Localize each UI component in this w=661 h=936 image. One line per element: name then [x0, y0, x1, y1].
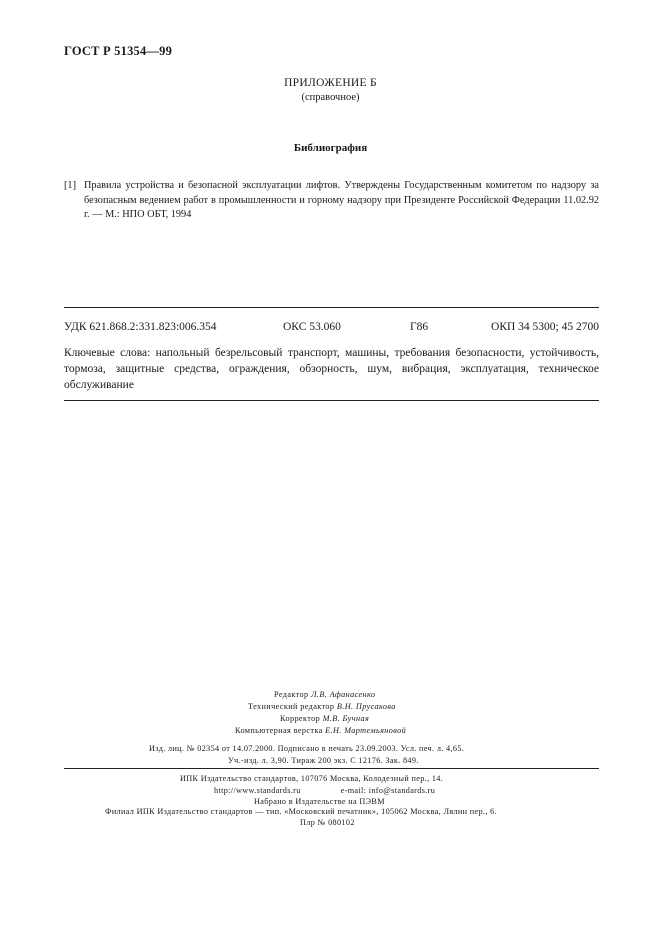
- footer-branch: Филиал ИПК Издательство стандартов — тип. «Московский печатник», 105062 Москва, Лялин пер., 6.: [105, 807, 497, 816]
- footer-website: http://www.standards.ru: [214, 786, 301, 795]
- credit-layout-label: Компьютерная верстка: [235, 726, 323, 735]
- okp-code: ОКП 34 5300; 45 2700: [491, 321, 599, 333]
- udk-code: УДК 621.868.2:331.823:006.354: [64, 321, 217, 333]
- bibliography-item-number: [1]: [64, 180, 77, 191]
- credit-editor: [274, 690, 375, 699]
- credit-corrector: [280, 714, 369, 723]
- credit-layout: [235, 726, 406, 735]
- credit-editor-name: Л.В. Афанасенко: [310, 690, 376, 699]
- credit-tech-editor-label: Технический редактор: [248, 702, 335, 711]
- divider-bottom: [64, 400, 599, 401]
- classification-row: [64, 321, 599, 337]
- publication-line-1: Изд. лиц. № 02354 от 14.07.2000. Подписано в печать 23.09.2003. Усл. печ. л. 4,65.: [149, 744, 465, 753]
- oks-code: ОКС 53.060: [283, 321, 341, 333]
- divider-top: [64, 307, 599, 308]
- footer-publisher: ИПК Издательство стандартов, 107076 Москва, Колодезный пер., 14.: [180, 774, 444, 783]
- publication-line-2: Уч.-изд. л. 3,90. Тираж 200 экз. С 12176. Зак. 849.: [228, 756, 419, 765]
- credit-corrector-label: Корректор: [280, 714, 321, 723]
- credit-editor-label: Редактор: [274, 690, 309, 699]
- group-code: Г86: [410, 321, 429, 333]
- footer-contacts: [214, 786, 435, 795]
- divider-footer: [64, 768, 599, 769]
- footer-typeset: Набрано в Издательстве на ПЭВМ: [254, 797, 385, 806]
- credit-tech-editor: [248, 702, 396, 711]
- appendix-title: ПРИЛОЖЕНИЕ Б: [284, 77, 377, 89]
- footer-email: e-mail: info@standards.ru: [340, 786, 436, 795]
- bibliography-title: Библиография: [293, 142, 368, 154]
- document-code: ГОСТ Р 51354—99: [64, 44, 173, 58]
- bibliography-item: [64, 179, 599, 223]
- credit-corrector-name: М.В. Бучная: [322, 714, 370, 723]
- keywords: Ключевые слова: напольный безрельсовый транспорт, машины, требования безопасности, устойчивость, тормоза, защитные средства, ограждения, обзорность, шум, вибрация, эксплуатация, техническое обслуживание: [64, 347, 599, 391]
- bibliography-item-text: Правила устройства и безопасной эксплуатации лифтов. Утверждены Государственным комитетом по надзору за безопасным ведением работ в промышленности и горному надзору при Президенте Российской Федерации 11.02.92 г. — М.: НПО ОБТ, 1994: [84, 180, 599, 220]
- appendix-subtitle: (справочное): [301, 92, 360, 103]
- credit-layout-name: Е.Н. Мартемьяновой: [325, 726, 407, 735]
- credit-tech-editor-name: В.Н. Прусакова: [336, 702, 396, 711]
- footer-license: Плр № 080102: [300, 818, 355, 827]
